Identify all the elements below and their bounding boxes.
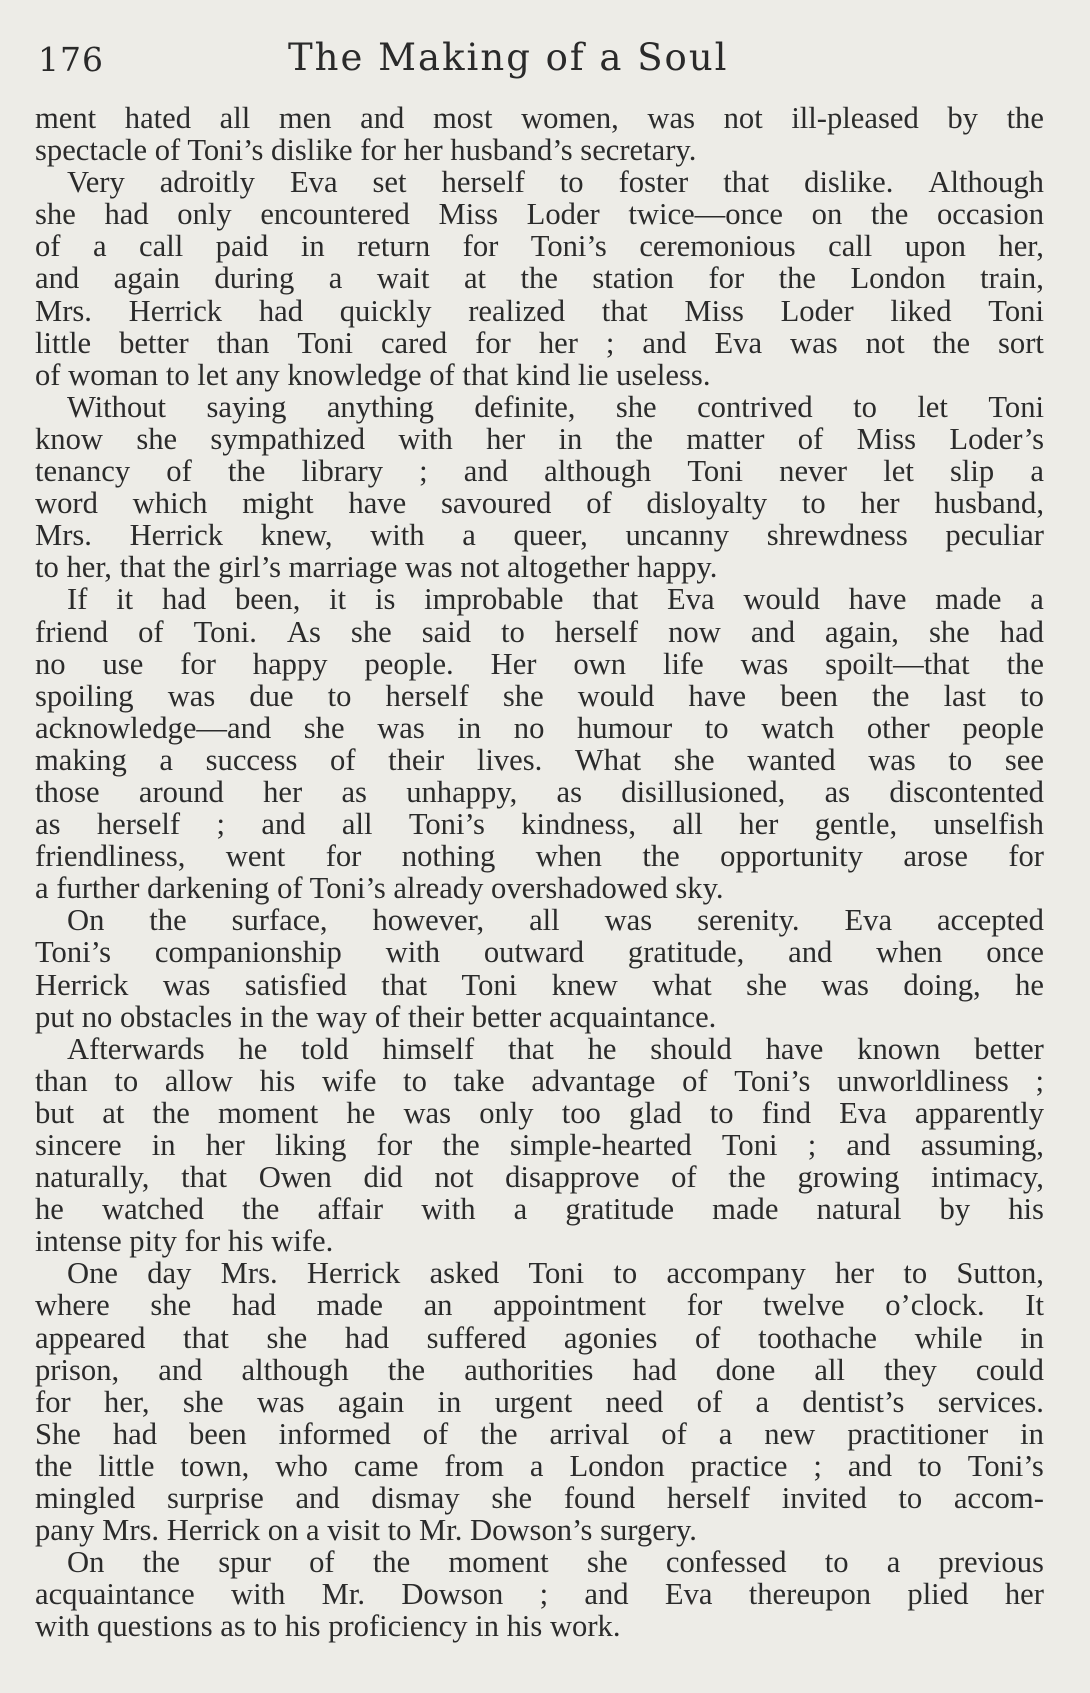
text-line: of woman to let any knowledge of that kind lie useless. bbox=[35, 357, 711, 392]
text-line: no use for happy people. Her own life was spoilt—that the bbox=[35, 646, 1044, 681]
text-line: spectacle of Toni’s dislike for her husband’s secretary. bbox=[35, 133, 697, 168]
text-line: On the spur of the moment she confessed to a previous bbox=[67, 1545, 1044, 1580]
text-line: word which might have savoured of disloyalty to her husband, bbox=[35, 486, 1044, 521]
text-line: little better than Toni cared for her ; and Eva was not the sort bbox=[35, 325, 1044, 360]
text-line: the little town, who came from a London practice ; and to Toni’s bbox=[35, 1448, 1044, 1483]
text-line: On the surface, however, all was serenity. Eva accepted bbox=[67, 903, 1044, 938]
text-line: naturally, that Owen did not disapprove of the growing intimacy, bbox=[35, 1160, 1044, 1195]
text-line: but at the moment he was only too glad to find Eva apparently bbox=[35, 1095, 1044, 1130]
text-line: pany Mrs. Herrick on a visit to Mr. Dowson’s surgery. bbox=[35, 1513, 697, 1548]
text-line: One day Mrs. Herrick asked Toni to accompany her to Sutton, bbox=[67, 1256, 1044, 1291]
text-line: as herself ; and all Toni’s kindness, all her gentle, unselfish bbox=[35, 807, 1044, 842]
text-line: to her, that the girl’s marriage was not altogether happy. bbox=[35, 550, 718, 585]
text-line: where she had made an appointment for twelve o’clock. It bbox=[35, 1288, 1044, 1323]
text-line: she had only encountered Miss Loder twice—once on the occasion bbox=[35, 197, 1044, 232]
page-number: 176 bbox=[38, 40, 104, 79]
text-line: acquaintance with Mr. Dowson ; and Eva thereupon plied her bbox=[35, 1577, 1044, 1612]
running-title: The Making of a Soul bbox=[288, 36, 729, 79]
text-line: for her, she was again in urgent need of a dentist’s services. bbox=[35, 1384, 1044, 1419]
text-line: She had been informed of the arrival of a new practitioner in bbox=[35, 1416, 1044, 1451]
text-line: put no obstacles in the way of their better acquaintance. bbox=[35, 999, 717, 1034]
text-line: spoiling was due to herself she would have been the last to bbox=[35, 678, 1044, 713]
text-line: intense pity for his wife. bbox=[35, 1224, 334, 1259]
text-line: friendliness, went for nothing when the opportunity arose for bbox=[35, 839, 1044, 874]
text-line: he watched the affair with a gratitude made natural by his bbox=[35, 1192, 1044, 1227]
text-line: If it had been, it is improbable that Eva would have made a bbox=[67, 582, 1044, 617]
body-text bbox=[35, 102, 1044, 1643]
text-line: Mrs. Herrick had quickly realized that Miss Loder liked Toni bbox=[35, 293, 1044, 328]
page-header bbox=[38, 36, 1044, 86]
text-line: Mrs. Herrick knew, with a queer, uncanny shrewdness peculiar bbox=[35, 518, 1044, 553]
text-line: those around her as unhappy, as disillusioned, as discontented bbox=[35, 774, 1044, 809]
text-line: appeared that she had suffered agonies of toothache while in bbox=[35, 1320, 1044, 1355]
text-line: Toni’s companionship with outward gratitude, and when once bbox=[35, 935, 1044, 970]
text-line: a further darkening of Toni’s already overshadowed sky. bbox=[35, 871, 724, 906]
text-line: acknowledge—and she was in no humour to watch other people bbox=[35, 710, 1044, 745]
text-line: with questions as to his proficiency in his work. bbox=[35, 1609, 621, 1644]
text-line: friend of Toni. As she said to herself now and again, she had bbox=[35, 614, 1044, 649]
text-line: ment hated all men and most women, was not ill-pleased by the bbox=[35, 101, 1044, 135]
text-line: know she sympathized with her in the matter of Miss Loder’s bbox=[35, 421, 1044, 456]
text-line: Very adroitly Eva set herself to foster that dislike. Although bbox=[67, 165, 1044, 200]
text-line: Without saying anything definite, she contrived to let Toni bbox=[67, 389, 1044, 424]
text-line: prison, and although the authorities had done all they could bbox=[35, 1352, 1044, 1387]
text-line: than to allow his wife to take advantage of Toni’s unworldliness ; bbox=[35, 1063, 1044, 1098]
text-line: Herrick was satisfied that Toni knew what she was doing, he bbox=[35, 967, 1044, 1002]
text-line: making a success of their lives. What she wanted was to see bbox=[35, 742, 1044, 777]
text-line: tenancy of the library ; and although Toni never let slip a bbox=[35, 454, 1044, 489]
text-line: of a call paid in return for Toni’s ceremonious call upon her, bbox=[35, 229, 1044, 264]
text-line: Afterwards he told himself that he should have known better bbox=[67, 1031, 1044, 1066]
text-line: sincere in her liking for the simple-hearted Toni ; and assuming, bbox=[35, 1128, 1044, 1162]
text-line: and again during a wait at the station for the London train, bbox=[35, 261, 1044, 296]
text-line: mingled surprise and dismay she found herself invited to accom- bbox=[35, 1481, 1044, 1516]
